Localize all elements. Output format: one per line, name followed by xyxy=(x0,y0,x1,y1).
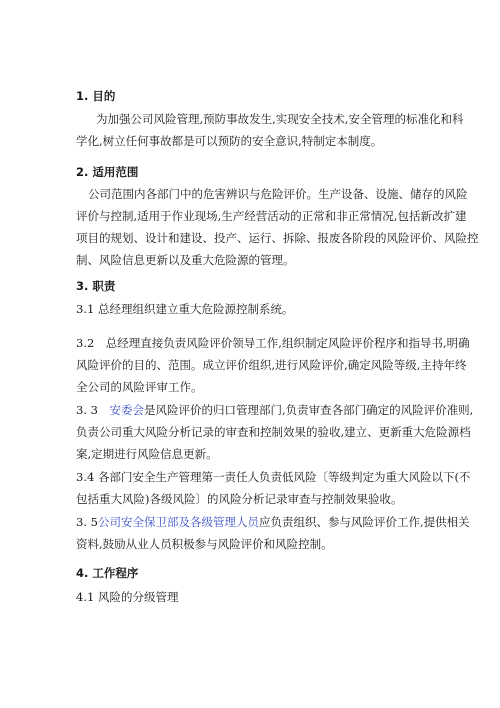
paragraph-line: 全公司的风险评审工作。 xyxy=(76,380,203,394)
paragraph-line: 学化,树立任何事故都是可以预防的安全意识,特制定本制度。 xyxy=(76,134,383,148)
paragraph-line: 3.1 总经理组织建立重大危险源控制系统。 xyxy=(76,302,294,316)
section-3-item-1 xyxy=(76,298,436,320)
section-3-item-3 xyxy=(76,399,474,465)
section-3-item-2 xyxy=(76,332,470,398)
item-text: 应负责组织、参与风险评价工作,提供相关 xyxy=(258,515,470,529)
section-3-item-5 xyxy=(76,511,470,555)
paragraph-line: 3.2 总经理直接负责风险评价领导工作,组织制定风险评价程序和指导书,明确 xyxy=(76,336,470,350)
paragraph-line: 公司范围内各部门中的危害辨识与危险评价。生产设备、设施、储存的风险 xyxy=(88,187,468,201)
paragraph-line: 3.4 各部门安全生产管理第一责任人负责低风险〔等级判定为重大风险以下(不 xyxy=(76,470,471,484)
security-department-link[interactable]: 公司安全保卫部及各级管理人员 xyxy=(97,515,259,529)
paragraph-line: 制、风险信息更新以及重大危险源的管理。 xyxy=(76,253,295,267)
item-text: 是风险评价的归口管理部门,负责审查各部门确定的风险评价准则, xyxy=(143,403,474,417)
paragraph-line: 评价与控制,适用于作业现场,生产经营活动的正常和非正常情况,包括新改扩建 xyxy=(76,209,467,223)
section-2-paragraph xyxy=(76,183,479,271)
paragraph-line: 资料,鼓励从业人员积极参与风险评价和风险控制。 xyxy=(76,537,333,551)
paragraph-line xyxy=(76,399,474,421)
item-number: 3. 5 xyxy=(76,515,98,529)
paragraph-line: 4.1 风险的分级管理 xyxy=(76,590,179,604)
paragraph-line: 负责公司重大风险分析记录的审查和控制效果的验收,建立、更新重大危险源档 xyxy=(76,425,471,439)
section-1-paragraph xyxy=(76,108,464,152)
safety-committee-link[interactable]: 安委会 xyxy=(109,403,144,417)
paragraph-line: 案,定期进行风险信息更新。 xyxy=(76,447,218,461)
paragraph-line: 项目的规划、设计和建设、投产、运行、拆除、报废各阶段的风险评价、风险控 xyxy=(76,231,479,245)
paragraph-line xyxy=(76,511,470,533)
section-2-heading: 2. 适用范围 xyxy=(76,165,139,179)
section-3-item-4 xyxy=(76,466,471,510)
section-4-item-1 xyxy=(76,586,436,608)
paragraph-line: 为加强公司风险管理,预防事故发生,实现安全技术,安全管理的标准化和科 xyxy=(96,112,464,126)
item-number: 3. 3 xyxy=(76,403,110,417)
paragraph-line: 风险评价的目的、范围。成立评价组织,进行风险评价,确定风险等级,主持年终 xyxy=(76,358,467,372)
section-1-heading: 1. 目的 xyxy=(76,89,116,103)
section-4-heading: 4. 工作程序 xyxy=(76,566,139,580)
paragraph-line: 包括重大风险)各级风险〕的风险分析记录审查与控制效果验收。 xyxy=(76,492,403,506)
section-3-heading: 3. 职责 xyxy=(76,279,116,293)
